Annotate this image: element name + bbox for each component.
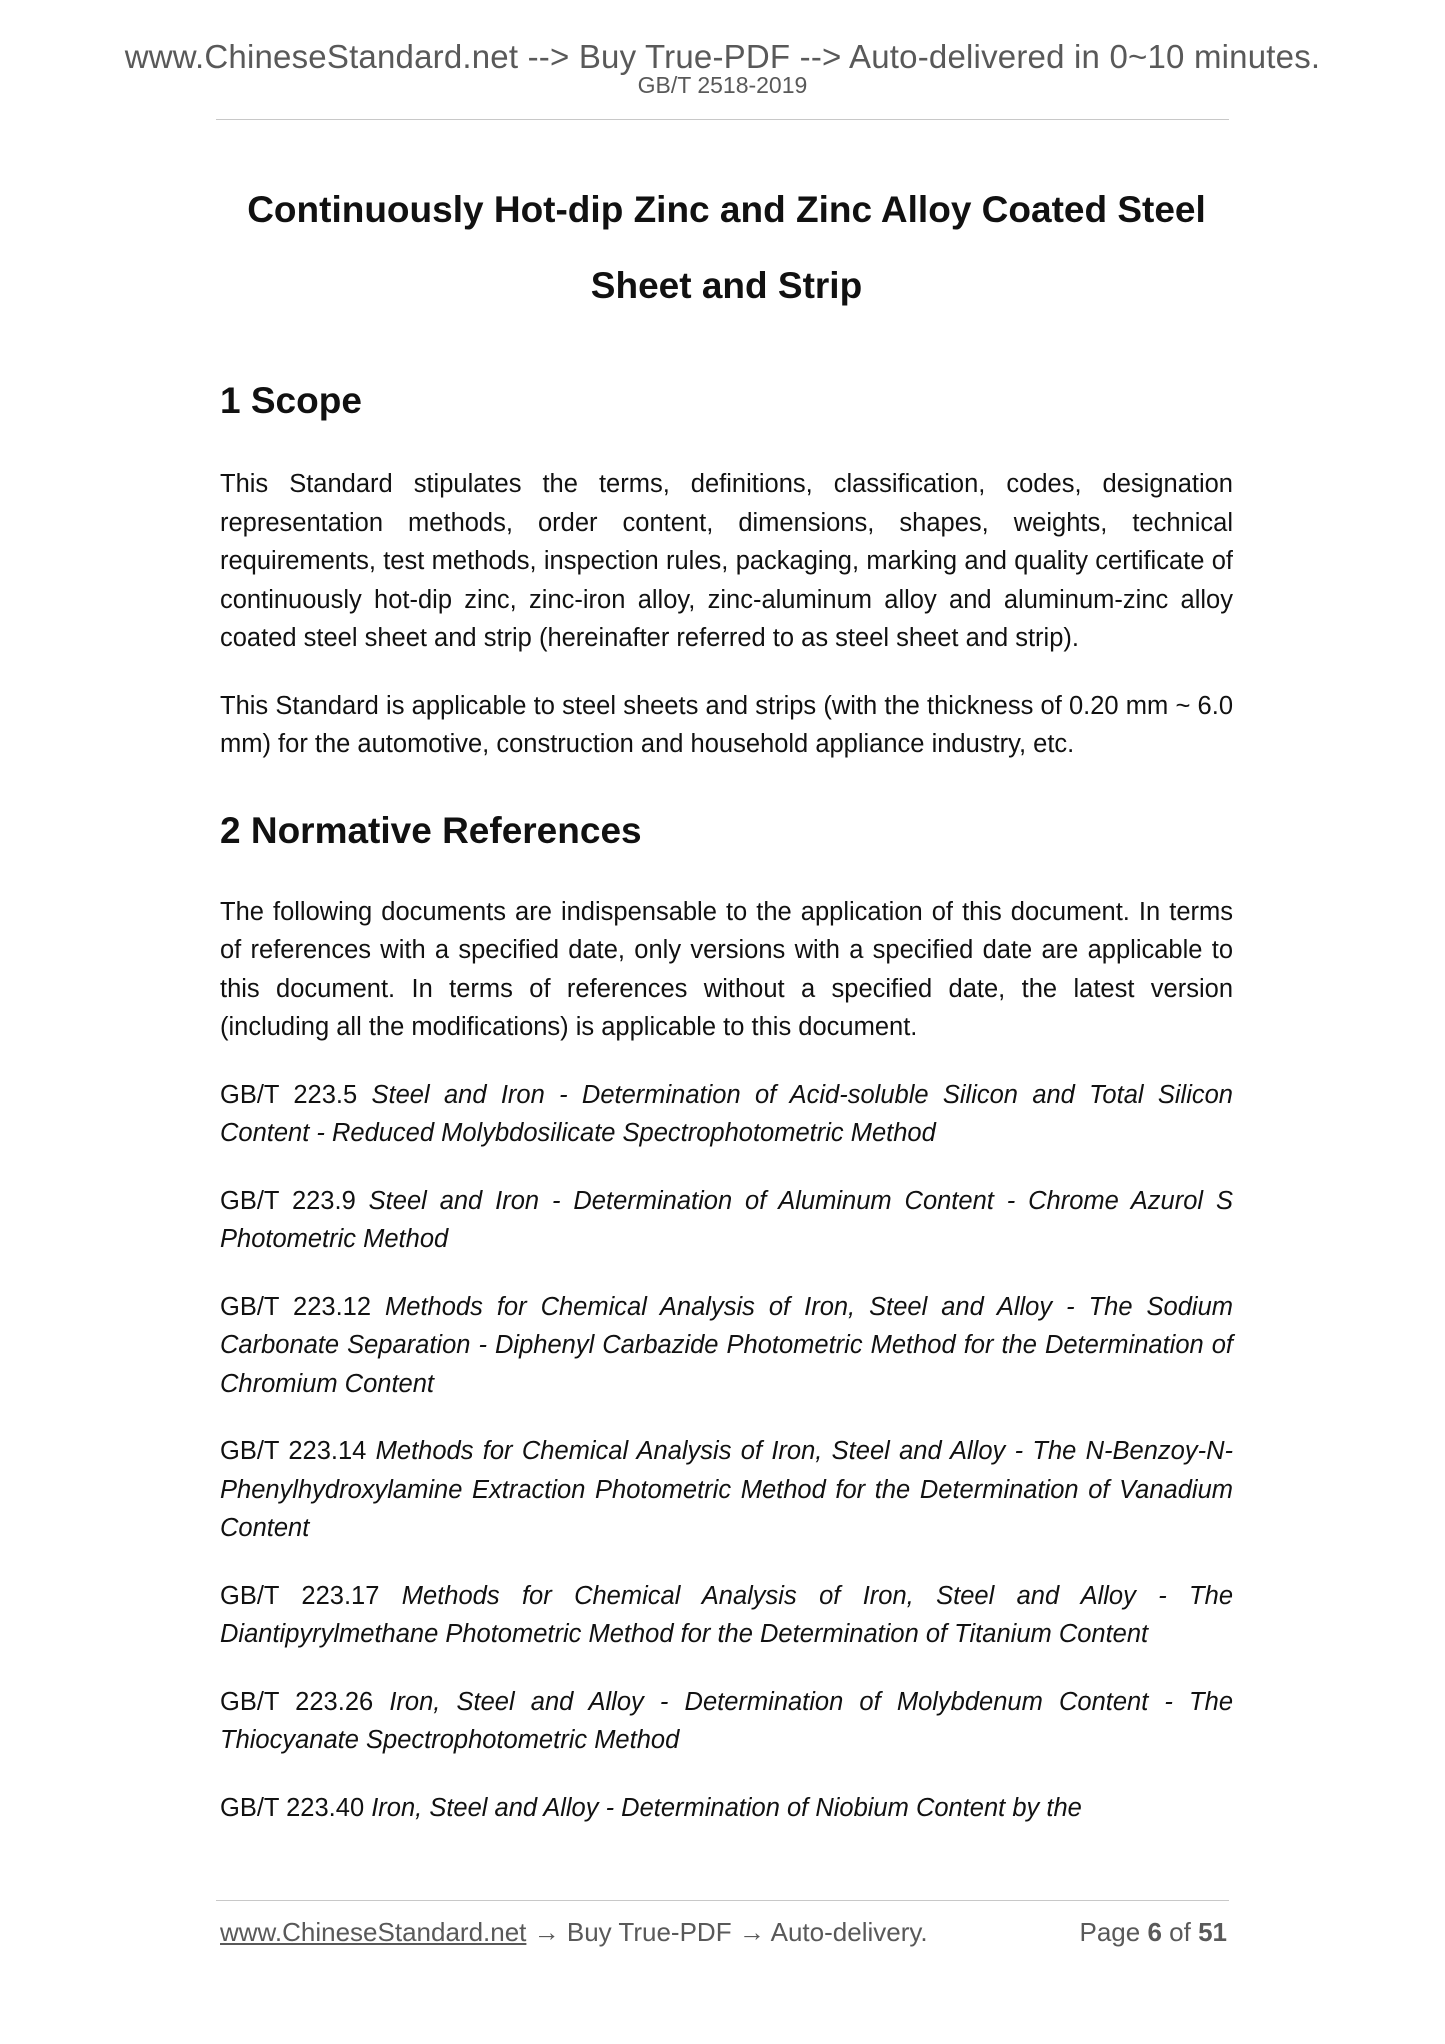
reference-item	[220, 1288, 1233, 1404]
reference-title: Steel and Iron - Determination of Acid-soluble Silicon and Total Silicon Content - Reduced Molybdosilicate Spectrophotometric Method	[220, 1080, 1233, 1147]
document-code: GB/T 2518-2019	[637, 72, 808, 98]
section-heading-scope: 1 Scope	[220, 380, 362, 421]
reference-code: GB/T 223.14	[220, 1437, 367, 1465]
reference-item	[220, 1683, 1233, 1760]
reference-code: GB/T 223.12	[220, 1292, 372, 1321]
reference-item	[220, 1182, 1233, 1259]
arrow-right-icon: →	[533, 1917, 560, 1947]
page-content	[220, 172, 1233, 1827]
reference-title: Methods for Chemical Analysis of Iron, Steel and Alloy - The Sodium Carbonate Separation - Diphenyl Carbazide Photometric Method for the Determination of Chromium Content	[220, 1292, 1233, 1398]
reference-title: Iron, Steel and Alloy - Determination of Niobium Content by the	[371, 1793, 1082, 1822]
header-banner[interactable]: www.ChineseStandard.net --> Buy True-PDF --> Auto-delivered in 0~10 minutes.	[124, 38, 1321, 75]
references-intro: The following documents are indispensable to the application of this document. In terms of references with a specified date, only versions with a specified date are applicable to this document. In terms of references without a specified date, the latest version (including all the modifications) is applicable to this document.	[220, 897, 1233, 1041]
footer-links	[220, 1917, 928, 1948]
scope-paragraph-1: This Standard stipulates the terms, definitions, classification, codes, designation representation methods, order content, dimensions, shapes, weights, technical requirements, test methods, inspection rules, packaging, marking and quality certificate of continuously hot-dip zinc, zinc-iron alloy, zinc-aluminum alloy and aluminum-zinc alloy coated steel sheet and strip (hereinafter referred to as steel sheet and strip).	[220, 470, 1233, 652]
reference-code: GB/T 223.26	[220, 1687, 374, 1716]
page-number	[1079, 1917, 1227, 1948]
header-divider	[216, 119, 1229, 120]
footer-buy-text: Buy True-PDF	[566, 1917, 732, 1947]
reference-item	[220, 1076, 1233, 1153]
reference-title: Methods for Chemical Analysis of Iron, Steel and Alloy - The N-Benzoy-N-Phenylhydroxylamine Extraction Photometric Method for the Determination of Vanadium Content	[220, 1437, 1234, 1542]
arrow-right-icon: →	[738, 1917, 765, 1947]
page-total: 51	[1198, 1917, 1227, 1947]
scope-paragraph-2: This Standard is applicable to steel sheets and strips (with the thickness of 0.20 mm ~ 6.0 mm) for the automotive, construction and household appliance industry, etc.	[220, 691, 1233, 758]
section-heading-normative-references: 2 Normative References	[220, 809, 642, 851]
reference-title: Methods for Chemical Analysis of Iron, Steel and Alloy - The Diantipyrylmethane Photometric Method for the Determination of Titanium Content	[220, 1581, 1233, 1648]
of-label: of	[1169, 1917, 1191, 1947]
reference-title: Steel and Iron - Determination of Aluminum Content - Chrome Azurol S Photometric Method	[220, 1186, 1233, 1253]
document-title-line-1: Continuously Hot-dip Zinc and Zinc Alloy Coated Steel	[247, 189, 1206, 230]
reference-code: GB/T 223.5	[220, 1080, 358, 1109]
page-label: Page	[1079, 1917, 1141, 1947]
document-title-line-2: Sheet and Strip	[590, 265, 863, 306]
page-current: 6	[1147, 1917, 1162, 1947]
reference-code: GB/T 223.9	[220, 1186, 356, 1215]
reference-code: GB/T 223.40	[220, 1793, 365, 1822]
footer-divider	[216, 1900, 1229, 1901]
reference-title: Iron, Steel and Alloy - Determination of Molybdenum Content - The Thiocyanate Spectrophotometric Method	[220, 1687, 1234, 1754]
footer-delivery-text: Auto-delivery.	[770, 1917, 928, 1947]
reference-code: GB/T 223.17	[220, 1581, 380, 1610]
page-footer	[220, 1917, 1233, 1957]
footer-site-link[interactable]: www.ChineseStandard.net	[220, 1917, 527, 1947]
document-title	[220, 172, 1233, 324]
reference-item	[220, 1432, 1233, 1548]
reference-item	[220, 1789, 1233, 1828]
reference-item	[220, 1577, 1233, 1654]
